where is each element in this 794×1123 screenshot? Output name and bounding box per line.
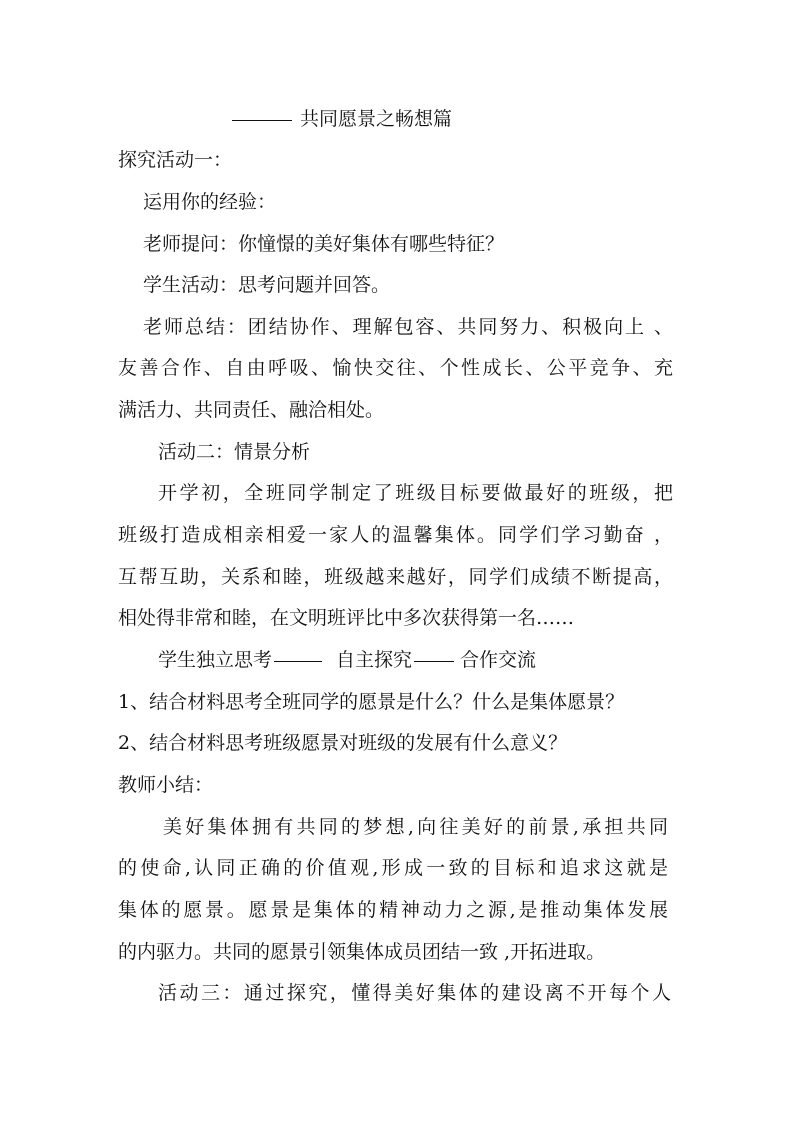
step-independent-thinking: 学生独立思考: [158, 649, 273, 671]
scenario-line-2: 班级打造成相亲相爱一家人的温馨集体。同学们学习勤奋 ，: [118, 524, 673, 546]
summary-line-1: 美好集体拥有共同的梦想,向往美好的前景,承担共同: [163, 816, 668, 838]
activity3-line-1: 活动三：通过探究，懂得美好集体的建设离不开每个人: [158, 982, 671, 1004]
teacher-question: 老师提问：你憧憬的美好集体有哪些特征？: [143, 233, 505, 255]
student-activity: 学生活动：思考问题并回答。: [143, 274, 391, 296]
step-dash: [274, 661, 322, 662]
teacher-summary-line-1: 老师总结：团结协作、理解包容、共同努力、积极向上 、: [143, 316, 673, 338]
activity1-heading: 探究活动一：: [118, 149, 233, 171]
activity1-intro: 运用你的经验：: [143, 191, 277, 213]
question-1: 1、结合材料思考全班同学的愿景是什么？什么是集体愿景？: [118, 691, 625, 713]
teacher-summary-line-3: 满活力、共同责任、融洽相处。: [118, 399, 385, 421]
summary-line-4: 的内驱力。共同的愿景引领集体成员团结一致 ,开拓进取。: [118, 941, 606, 963]
summary-line-3: 集体的愿景。愿景是集体的精神动力之源,是推动集体发展: [118, 899, 668, 921]
learning-steps: [158, 648, 536, 672]
scenario-line-4: 相处得非常和睦，在文明班评比中多次获得第一名……: [118, 607, 575, 629]
subtitle-dash: [232, 120, 292, 121]
question-2: 2、结合材料思考班级愿景对班级的发展有什么意义？: [118, 732, 568, 754]
scenario-line-1: 开学初，全班同学制定了班级目标要做最好的班级，把: [158, 482, 673, 504]
teacher-summary-line-2: 友善合作、自由呼吸、愉快交往、个性成长、公平竞争、充: [118, 357, 673, 379]
scenario-line-3: 互帮互助，关系和睦，班级越来越好，同学们成绩不断提高，: [118, 566, 673, 588]
teacher-summary-heading: 教师小结：: [118, 774, 214, 796]
subtitle-line: [232, 107, 452, 131]
step-cooperation: 合作交流: [460, 649, 537, 671]
summary-line-2: 的使命,认同正确的价值观,形成一致的目标和追求这就是: [118, 857, 668, 879]
step-self-inquiry: 自主探究: [336, 649, 413, 671]
step-dash: [414, 661, 454, 662]
activity2-heading: 活动二：情景分析: [158, 441, 311, 463]
subtitle-text: 共同愿景之畅想篇: [300, 108, 453, 130]
